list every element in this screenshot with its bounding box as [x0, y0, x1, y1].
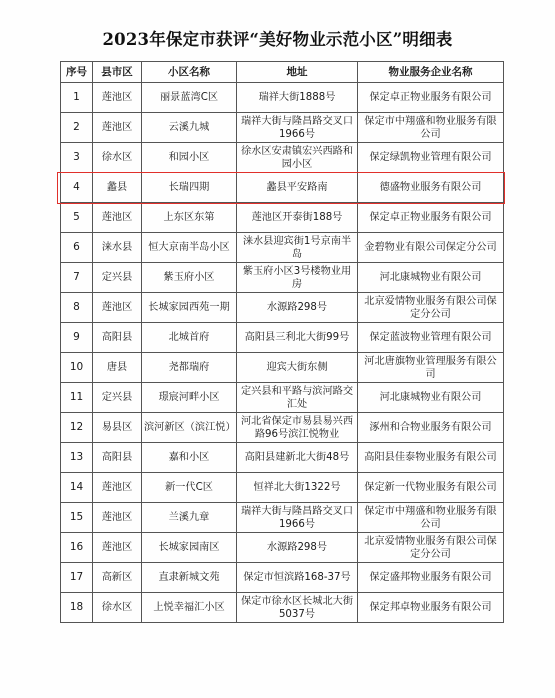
detail-table — [60, 61, 504, 623]
row-address: 紫玉府小区3号楼物业用房 — [237, 263, 358, 293]
row-company: 保定新一代物业服务有限公司 — [358, 473, 504, 503]
row-address: 河北省保定市易县易兴西路96号滨江悦物业 — [237, 413, 358, 443]
row-district: 莲池区 — [93, 203, 142, 233]
row-number: 8 — [61, 293, 93, 323]
row-district: 高阳县 — [93, 443, 142, 473]
row-company: 保定绿凯物业管理有限公司 — [358, 143, 504, 173]
row-number: 5 — [61, 203, 93, 233]
row-number: 12 — [61, 413, 93, 443]
row-company: 高阳县佳泰物业服务有限公司 — [358, 443, 504, 473]
row-community: 尧都瑞府 — [142, 353, 237, 383]
row-district: 蠡县 — [93, 173, 142, 203]
row-number: 3 — [61, 143, 93, 173]
table-row — [61, 113, 504, 143]
row-community: 滨河新区（滨江悦） — [142, 413, 237, 443]
row-address: 瑞祥大街1888号 — [237, 83, 358, 113]
row-number: 15 — [61, 503, 93, 533]
row-company: 北京爱情物业服务有限公司保定分公司 — [358, 293, 504, 323]
row-district: 徐水区 — [93, 593, 142, 623]
row-company: 保定市中翔盛和物业服务有限公司 — [358, 503, 504, 533]
table-row — [61, 473, 504, 503]
row-community: 长城家园西苑一期 — [142, 293, 237, 323]
row-address: 徐水区安肃镇宏兴西路和园小区 — [237, 143, 358, 173]
row-company: 德盛物业服务有限公司 — [358, 173, 504, 203]
row-number: 6 — [61, 233, 93, 263]
row-community: 兰溪九章 — [142, 503, 237, 533]
row-address: 瑞祥大街与隆昌路交叉口1966号 — [237, 113, 358, 143]
row-district: 易县区 — [93, 413, 142, 443]
row-address: 保定市徐水区长城北大街5037号 — [237, 593, 358, 623]
row-company: 河北康城物业有限公司 — [358, 263, 504, 293]
row-community: 长城家园南区 — [142, 533, 237, 563]
row-district: 涞水县 — [93, 233, 142, 263]
row-community: 长瑞四期 — [142, 173, 237, 203]
table-row — [61, 533, 504, 563]
table-row — [61, 233, 504, 263]
row-address: 水源路298号 — [237, 533, 358, 563]
row-district: 徐水区 — [93, 143, 142, 173]
row-company: 保定邦卓物业服务有限公司 — [358, 593, 504, 623]
row-address: 迎宾大街东侧 — [237, 353, 358, 383]
row-address: 高阳县三利北大街99号 — [237, 323, 358, 353]
table-row — [61, 503, 504, 533]
row-company: 金碧物业有限公司保定分公司 — [358, 233, 504, 263]
row-company: 保定盛邦物业服务有限公司 — [358, 563, 504, 593]
document-title: 2023年保定市获评“美好物业示范小区”明细表 — [102, 30, 453, 49]
row-number: 14 — [61, 473, 93, 503]
table-row — [61, 383, 504, 413]
row-address: 保定市恒滨路168-37号 — [237, 563, 358, 593]
row-number: 10 — [61, 353, 93, 383]
row-district: 莲池区 — [93, 473, 142, 503]
table-body — [61, 83, 504, 623]
row-company: 河北康城物业有限公司 — [358, 383, 504, 413]
row-community: 璟宸河畔小区 — [142, 383, 237, 413]
row-address: 恒祥北大街1322号 — [237, 473, 358, 503]
row-district: 唐县 — [93, 353, 142, 383]
row-number: 4 — [61, 173, 93, 203]
table-row — [61, 293, 504, 323]
row-company: 河北唐旗物业管理服务有限公司 — [358, 353, 504, 383]
row-number: 2 — [61, 113, 93, 143]
table-row — [61, 413, 504, 443]
row-company: 北京爱情物业服务有限公司保定分公司 — [358, 533, 504, 563]
row-district: 莲池区 — [93, 533, 142, 563]
header-district: 县市区 — [93, 62, 142, 83]
row-community: 恒大京南半岛小区 — [142, 233, 237, 263]
table-row — [61, 263, 504, 293]
row-community: 丽景蓝湾C区 — [142, 83, 237, 113]
header-company: 物业服务企业名称 — [358, 62, 504, 83]
row-district: 定兴县 — [93, 263, 142, 293]
table-row — [61, 143, 504, 173]
row-number: 1 — [61, 83, 93, 113]
row-number: 17 — [61, 563, 93, 593]
row-community: 上悦幸福汇小区 — [142, 593, 237, 623]
table-row — [61, 563, 504, 593]
row-address: 瑞祥大街与隆昌路交叉口1966号 — [237, 503, 358, 533]
row-number: 18 — [61, 593, 93, 623]
table-row — [61, 323, 504, 353]
table-row — [61, 203, 504, 233]
row-company: 涿州和合物业服务有限公司 — [358, 413, 504, 443]
row-district: 莲池区 — [93, 293, 142, 323]
table-row — [61, 443, 504, 473]
row-community: 上东区东第 — [142, 203, 237, 233]
row-address: 水源路298号 — [237, 293, 358, 323]
row-address: 定兴县和平路与滨河路交汇处 — [237, 383, 358, 413]
header-community: 小区名称 — [142, 62, 237, 83]
row-company: 保定卓正物业服务有限公司 — [358, 203, 504, 233]
row-company: 保定卓正物业服务有限公司 — [358, 83, 504, 113]
row-company: 保定市中翔盛和物业服务有限公司 — [358, 113, 504, 143]
table-header-row — [61, 62, 504, 83]
row-community: 新一代C区 — [142, 473, 237, 503]
table-row — [61, 353, 504, 383]
row-district: 高阳县 — [93, 323, 142, 353]
row-address: 涞水县迎宾街1号京南半岛 — [237, 233, 358, 263]
header-address: 地址 — [237, 62, 358, 83]
row-district: 定兴县 — [93, 383, 142, 413]
row-number: 11 — [61, 383, 93, 413]
row-community: 云溪九城 — [142, 113, 237, 143]
row-company: 保定蓝波物业管理有限公司 — [358, 323, 504, 353]
row-number: 13 — [61, 443, 93, 473]
row-address: 高阳县建新北大街48号 — [237, 443, 358, 473]
row-community: 北城首府 — [142, 323, 237, 353]
row-number: 7 — [61, 263, 93, 293]
row-district: 高新区 — [93, 563, 142, 593]
header-no: 序号 — [61, 62, 93, 83]
row-community: 和园小区 — [142, 143, 237, 173]
row-address: 蠡县平安路南 — [237, 173, 358, 203]
table-row — [61, 593, 504, 623]
row-number: 9 — [61, 323, 93, 353]
row-community: 紫玉府小区 — [142, 263, 237, 293]
row-address: 莲池区开泰街188号 — [237, 203, 358, 233]
row-district: 莲池区 — [93, 503, 142, 533]
row-number: 16 — [61, 533, 93, 563]
table-row — [61, 83, 504, 113]
table-row — [61, 173, 504, 203]
row-community: 嘉和小区 — [142, 443, 237, 473]
row-community: 直隶新城文苑 — [142, 563, 237, 593]
row-district: 莲池区 — [93, 113, 142, 143]
row-district: 莲池区 — [93, 83, 142, 113]
